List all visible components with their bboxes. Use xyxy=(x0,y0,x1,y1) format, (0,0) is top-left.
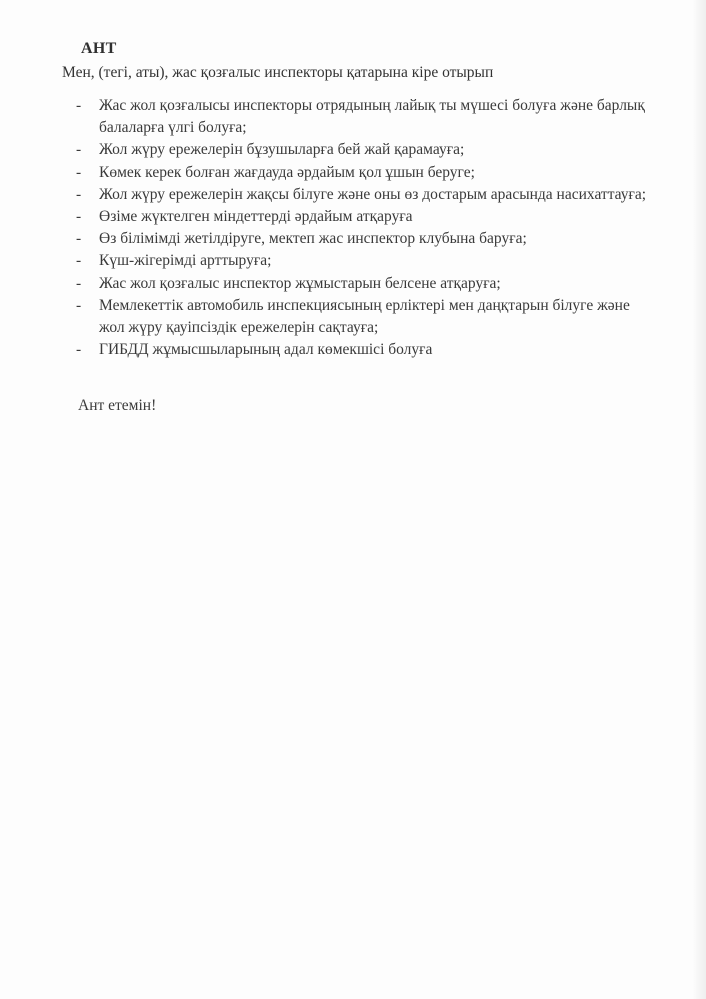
bullet-dash: - xyxy=(76,230,82,248)
list-item-text: Өз білімімді жетілдіруге, мектеп жас инспектор клубына баруға; xyxy=(99,230,527,248)
bullet-dash: - xyxy=(76,252,82,270)
list-item-text: Мемлекеттік автомобиль инспекциясының ерліктері мен даңқтарын білуге және жол жүру қауіпсіздік ережелерін сақтауға; xyxy=(99,296,630,337)
list-item-text: Жол жүру ережелерін бұзушыларға бей жай қарамауға; xyxy=(99,141,465,159)
list-item xyxy=(76,184,656,206)
list-item xyxy=(76,228,656,250)
bullet-dash: - xyxy=(76,341,82,359)
list-item xyxy=(76,206,656,228)
list-item-text: Жол жүру ережелерін жақсы білуге және оны өз достарым арасында насихаттауға; xyxy=(99,185,647,203)
list-item xyxy=(76,139,656,161)
list-item xyxy=(76,95,656,139)
list-item-text: Күш-жігерімді арттыруға; xyxy=(99,252,272,270)
list-item-text: Жас жол қозғалыс инспектор жұмыстарын белсене атқаруға; xyxy=(99,274,501,292)
bullet-dash: - xyxy=(76,296,82,314)
list-item xyxy=(76,162,656,184)
list-item xyxy=(76,250,656,272)
bullet-dash: - xyxy=(76,185,82,203)
oath-list xyxy=(76,95,656,361)
bullet-dash: - xyxy=(76,274,82,292)
list-item-text: Көмек керек болған жағдауда әрдайым қол ұшын беруге; xyxy=(99,163,475,181)
list-item xyxy=(76,273,656,295)
bullet-dash: - xyxy=(76,208,82,226)
document-title: АНТ xyxy=(81,40,117,57)
list-item-text: ГИБДД жұмысшыларының адал көмекшісі болуға xyxy=(99,341,433,359)
bullet-dash: - xyxy=(76,163,82,181)
oath-intro: Мен, (тегі, аты), жас қозғалыс инспекторы қатарына кіре отырып xyxy=(62,64,494,81)
page-edge-shadow xyxy=(692,0,706,999)
list-item-text: Өзіме жүктелген міндеттерді әрдайым атқаруға xyxy=(99,208,413,226)
list-item xyxy=(76,339,656,361)
list-item xyxy=(76,295,656,339)
bullet-dash: - xyxy=(76,141,82,159)
bullet-dash: - xyxy=(76,97,82,114)
oath-closing: Ант етемін! xyxy=(78,397,157,414)
list-item-text: Жас жол қозғалысы инспекторы отрядының лайық ты мүшесі болуға және барлық балаларға үлгі болуға; xyxy=(99,97,645,137)
